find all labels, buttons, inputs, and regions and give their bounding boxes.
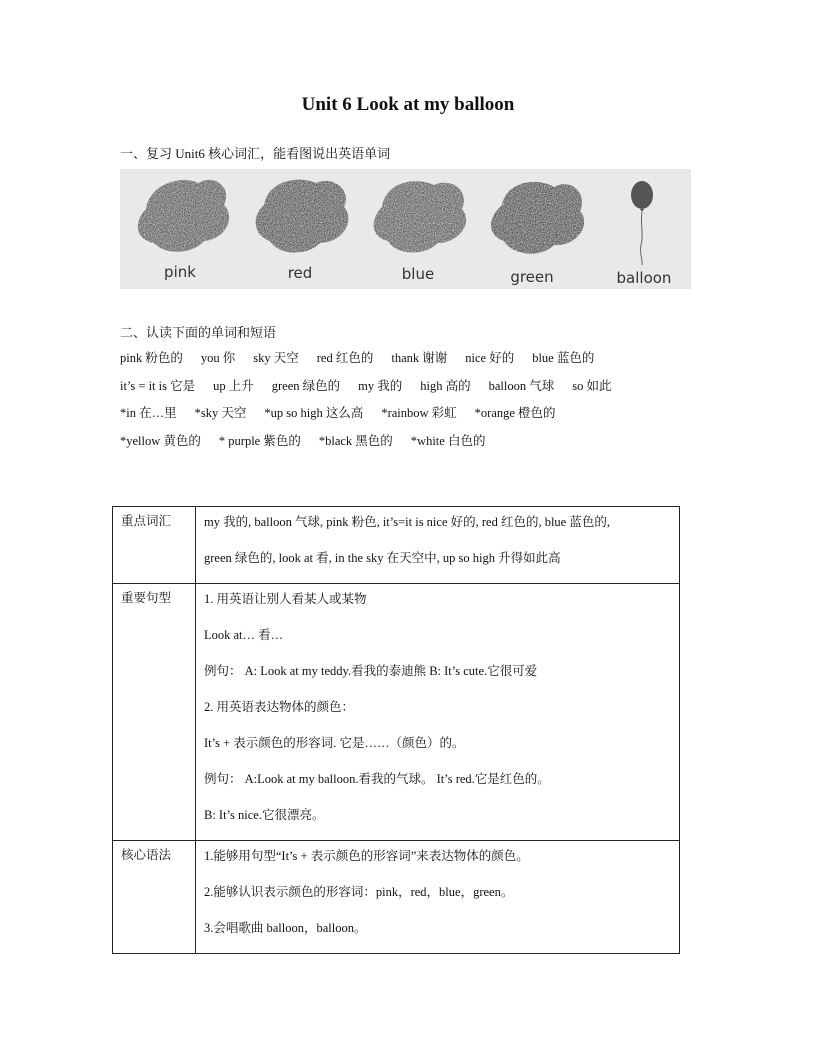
vocabulary-picture-strip <box>120 169 691 289</box>
word-line <box>120 348 630 376</box>
content-line: Look at… 看… <box>204 628 284 642</box>
content-line: 2.能够认识表示颜色的形容词：pink，red，blue，green。 <box>204 885 514 899</box>
word-line <box>120 431 630 459</box>
row-content <box>196 841 680 954</box>
content-line: 1.能够用句型“It’s + 表示颜色的形容词”来表达物体的颜色。 <box>204 849 529 863</box>
word-line <box>120 403 630 431</box>
word-item: *white 白色的 <box>410 433 486 448</box>
content-line: 1. 用英语让别人看某人或某物 <box>204 592 367 606</box>
content-line: my 我的, balloon 气球, pink 粉色, it’s=it is nice 好的, red 红色的, blue 蓝色的, <box>204 515 610 529</box>
word-item: nice 好的 <box>465 351 515 365</box>
row-content <box>196 584 680 841</box>
word-list <box>120 348 630 458</box>
picture-label-blue: blue <box>401 265 435 283</box>
row-header: 重点词汇 <box>113 507 196 584</box>
picture-label-pink: pink <box>164 263 196 281</box>
word-item: *in 在…里 <box>120 406 177 420</box>
word-item: so 如此 <box>572 378 612 393</box>
table-row <box>113 841 680 954</box>
word-item: *black 黑色的 <box>318 433 393 448</box>
picture-label-green: green <box>510 268 554 286</box>
word-item: * purple 紫色的 <box>218 433 301 448</box>
word-item: my 我的 <box>358 378 403 393</box>
picture-label-balloon: balloon <box>616 269 672 287</box>
row-header: 核心语法 <box>113 841 196 954</box>
row-header: 重要句型 <box>113 584 196 841</box>
word-item: pink 粉色的 <box>120 351 183 365</box>
page-title: Unit 6 Look at my balloon <box>301 94 515 115</box>
word-item: sky 天空 <box>253 351 299 365</box>
word-item: *sky 天空 <box>194 406 247 420</box>
word-item: high 高的 <box>420 378 471 393</box>
content-line: 2. 用英语表达物体的颜色： <box>204 700 355 714</box>
section-1-heading: 一、复习 Unit6 核心词汇，能看图说出英语单词 <box>120 146 391 161</box>
content-line: 3.会唱歌曲 balloon，balloon。 <box>204 921 367 935</box>
picture-label-red: red <box>287 264 313 282</box>
row-content <box>196 507 680 584</box>
content-line: 例句： A: Look at my teddy.看我的泰迪熊 B: It’s cute.它很可爱 <box>204 664 538 678</box>
balloon-icon <box>631 181 653 265</box>
table-row <box>113 507 680 584</box>
word-item: *orange 橙色的 <box>474 406 556 420</box>
word-item: green 绿色的 <box>271 378 341 393</box>
content-line: green 绿色的, look at 看, in the sky 在天空中, up so high 升得如此高 <box>204 551 561 565</box>
word-item: *rainbow 彩虹 <box>381 406 457 420</box>
word-item: blue 蓝色的 <box>532 351 595 365</box>
content-line: B: It’s nice.它很漂亮。 <box>204 808 325 822</box>
content-line: It’s + 表示颜色的形容词. 它是……（颜色）的。 <box>204 736 465 750</box>
content-line: 例句： A:Look at my balloon.看我的气球。 It’s red.它是红色的。 <box>204 772 550 786</box>
summary-table <box>112 506 680 954</box>
scribble-blue-icon <box>374 181 466 252</box>
word-line <box>120 376 630 404</box>
scribble-red-icon <box>256 180 349 253</box>
word-item: *yellow 黄色的 <box>120 433 201 448</box>
table-row <box>113 584 680 841</box>
word-item: it’s = it is 它是 <box>120 378 196 393</box>
word-item: *up so high 这么高 <box>264 406 364 420</box>
word-item: red 红色的 <box>316 351 374 365</box>
word-item: up 上升 <box>213 378 254 393</box>
word-item: you 你 <box>200 351 236 365</box>
scribble-pink-icon <box>138 180 229 252</box>
word-item: thank 谢谢 <box>391 351 448 365</box>
section-2-heading: 二、认读下面的单词和短语 <box>120 325 277 340</box>
scribble-green-icon <box>491 182 584 254</box>
word-item: balloon 气球 <box>488 378 555 393</box>
